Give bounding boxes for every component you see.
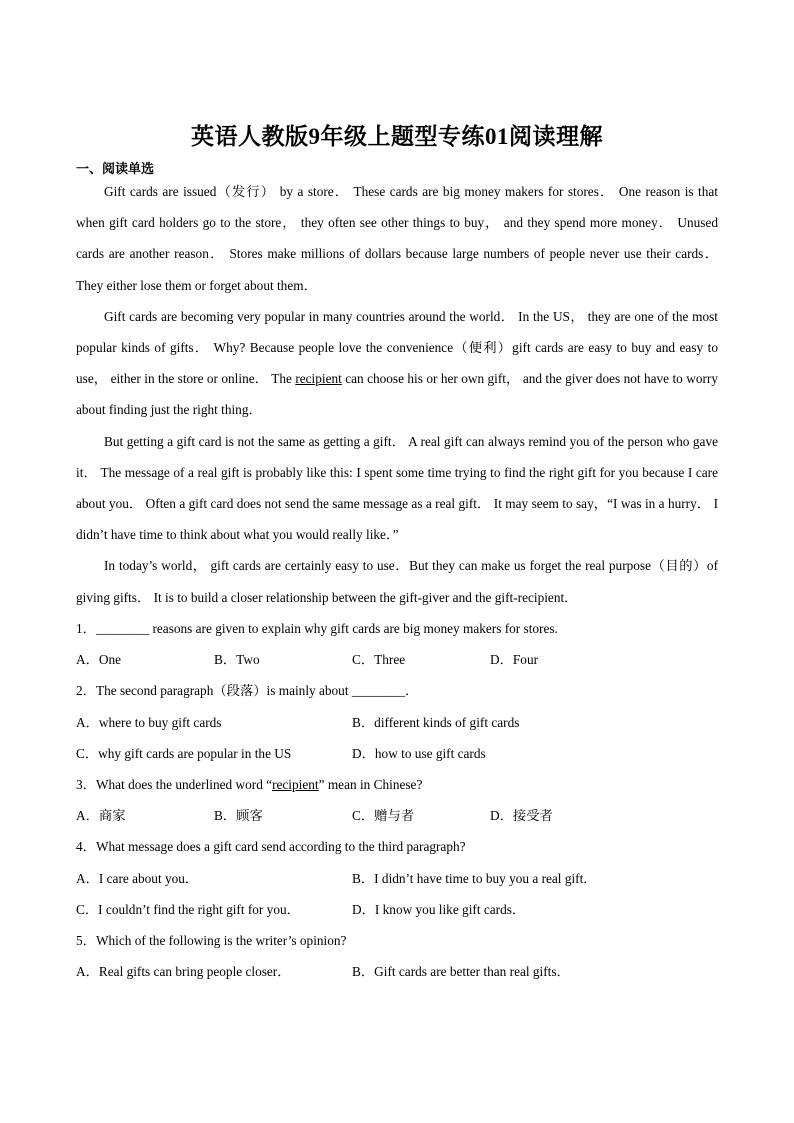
q3-option-a[interactable]: A．商家 [76,808,126,823]
q2-option-b[interactable]: B．different kinds of gift cards [352,715,520,730]
paragraph-2-text-b: can choose his or her own gift， and the giver does not have to worry about finding just the right thing． [76,371,718,418]
q3-option-d[interactable]: D．接受者 [490,808,553,823]
passage-paragraph-3: But getting a gift card is not the same as getting a gift． A real gift can always remind you of the person who gave it． The message of a real gift is probably like this: I spent some time trying to find the right gift for you because I care about you． Often a gift card does not send the same message as a real gift． It may seem to say，“I was in a hurry． I didn’t have time to think about what you would really like．” [76,433,718,543]
q2-option-a[interactable]: A．where to buy gift cards [76,715,222,730]
question-4: 4．What message does a gift card send according to the third paragraph? [76,839,466,854]
q3-option-c[interactable]: C．赠与者 [352,808,415,823]
q3-underlined-word: recipient [272,777,319,792]
question-1: 1．________ reasons are given to explain why gift cards are big money makers for stores. [76,621,558,636]
q4-option-a[interactable]: A．I care about you． [76,871,199,886]
question-5: 5．Which of the following is the writer’s opinion? [76,933,347,948]
passage-paragraph-2 [76,301,718,426]
q4-option-d[interactable]: D．I know you like gift cards． [352,902,526,917]
q5-option-b[interactable]: B．Gift cards are better than real gifts． [352,964,570,979]
q2-option-d[interactable]: D．how to use gift cards [352,746,486,761]
question-2: 2．The second paragraph（段落）is mainly about ________． [76,683,419,698]
q1-option-a[interactable]: A．One [76,652,122,667]
passage-paragraph-4: In today’s world， gift cards are certainly easy to use．But they can make us forget the real purpose（目的）of giving gifts． It is to build a closer relationship between the gift-giver and the gift-recipient． [76,558,718,605]
underlined-word: recipient [295,371,342,387]
q3-option-b[interactable]: B．顾客 [214,808,263,823]
page-title: 英语人教版9年级上题型专练01阅读理解 [191,124,603,149]
question-3 [76,775,736,795]
reading-passage [76,176,718,613]
q1-option-c[interactable]: C．Three [352,652,406,667]
q1-option-d[interactable]: D．Four [490,652,539,667]
paragraph-2-text-a: Gift cards are becoming very popular in many countries around the world． In the US， they are one of the most popular kinds of gifts． Why? Because people love the convenience（便利）gift cards are easy to buy and easy to use， either in the store or online． The [76,308,718,387]
q3-stem-b: ” mean in Chinese? [318,777,423,792]
q2-option-c[interactable]: C．why gift cards are popular in the US [76,746,292,761]
passage-paragraph-1: Gift cards are issued（发行） by a store． These cards are big money makers for stores． One reason is that when gift card holders go to the store， they often see other things to buy， and they spend more money． Unused cards are another reason． Stores make millions of dollars because large numbers of people never use their cards． They either lose them or forget about them． [76,184,718,293]
q5-option-a[interactable]: A．Real gifts can bring people closer． [76,964,291,979]
q4-option-b[interactable]: B．I didn’t have time to buy you a real gift． [352,871,597,886]
q3-stem-a: 3．What does the underlined word “ [76,777,273,792]
q1-option-b[interactable]: B．Two [214,652,260,667]
q4-option-c[interactable]: C．I couldn’t find the right gift for you． [76,902,300,917]
section-heading: 一、阅读单选 [76,162,155,177]
